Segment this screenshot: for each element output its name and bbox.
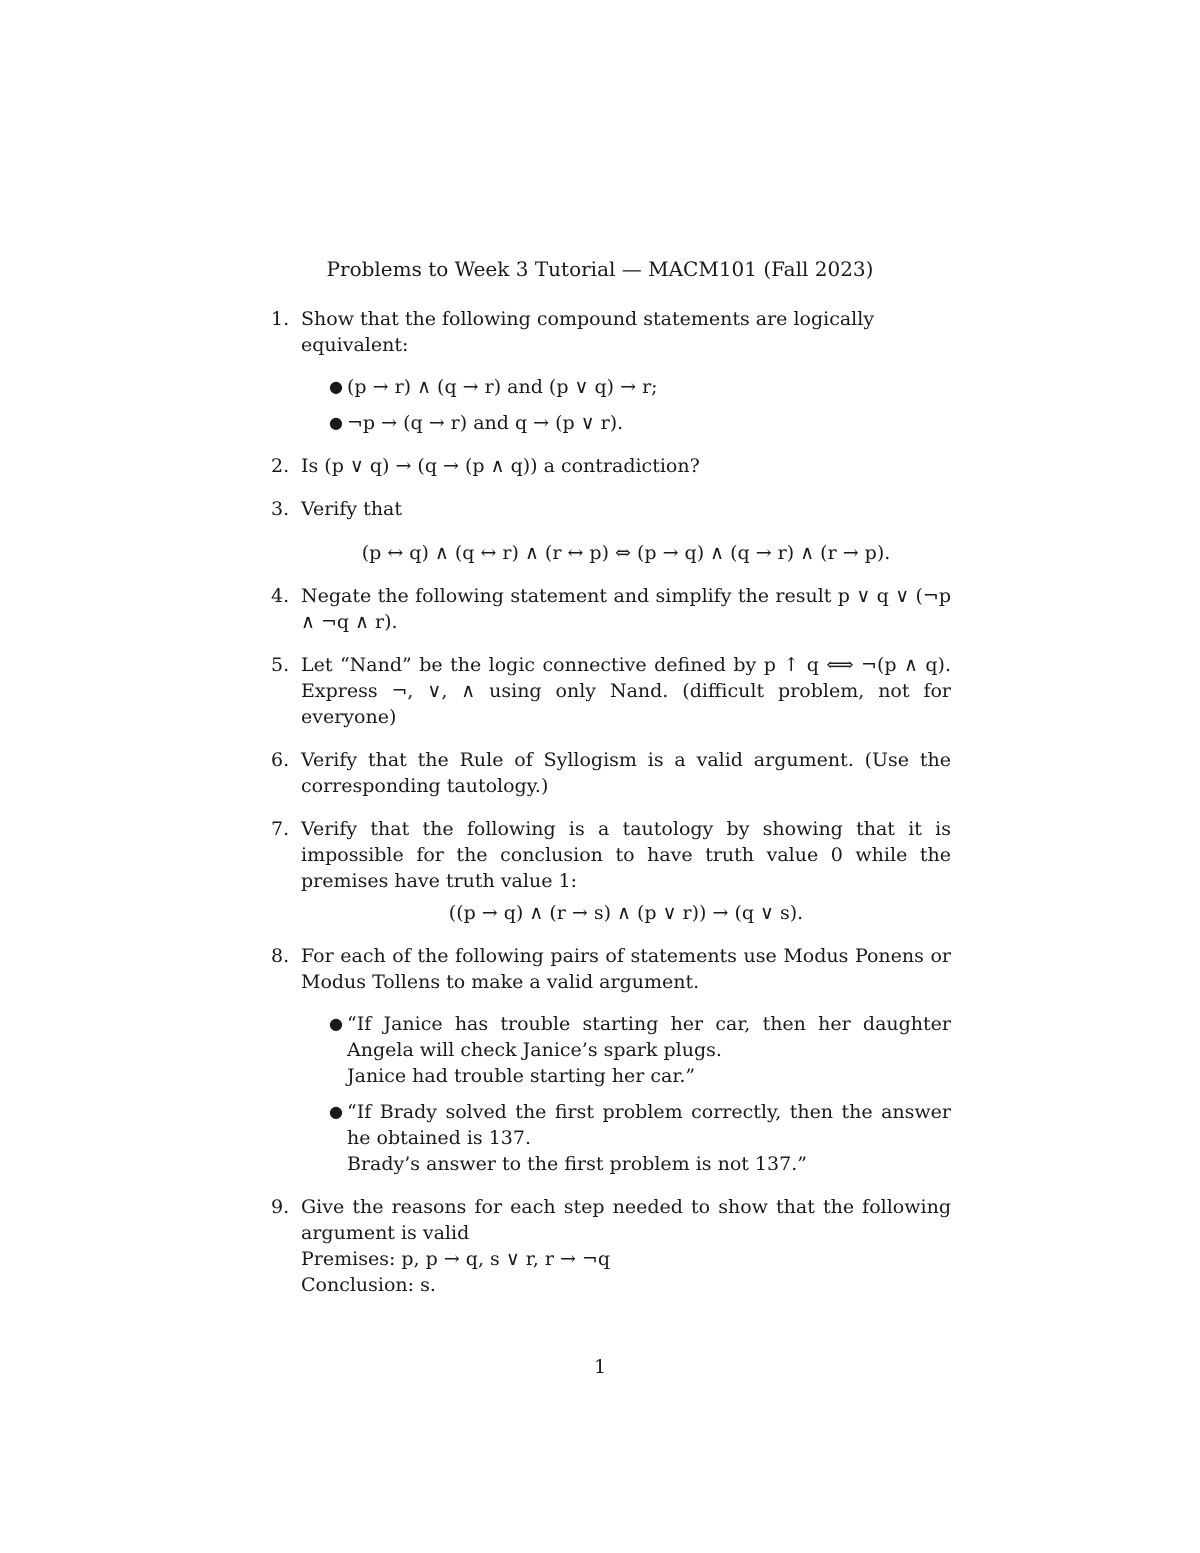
problem-3 xyxy=(271,496,951,566)
problem-7 xyxy=(271,816,951,926)
problem-text: Negate the following statement and simplify the result p ∨ q ∨ (¬p ∧ ¬q ∧ r). xyxy=(301,585,951,633)
problem-text: Is (p ∨ q) → (q → (p ∧ q)) a contradiction? xyxy=(301,455,700,477)
document-title: Problems to Week 3 Tutorial — MACM101 (Fall 2023) xyxy=(326,257,874,281)
problem-number: 3. xyxy=(271,498,290,520)
bullet-icon: ● xyxy=(329,1014,343,1033)
display-formula: ((p → q) ∧ (r → s) ∧ (p ∨ r)) → (q ∨ s). xyxy=(448,902,804,924)
problem-5 xyxy=(271,652,951,730)
list-item xyxy=(301,374,951,400)
problem-number: 8. xyxy=(271,945,290,967)
premises-line: Premises: p, p → q, s ∨ r, r → ¬q xyxy=(301,1248,611,1270)
bullet-text: ¬p → (q → r) and q → (p ∨ r). xyxy=(347,412,624,434)
problem-number: 7. xyxy=(271,818,290,840)
page-number: 1 xyxy=(593,1356,607,1378)
problem-6 xyxy=(271,747,951,799)
bullet-icon: ● xyxy=(329,377,343,396)
bullet-text-second-line: Janice had trouble starting her car.” xyxy=(347,1065,696,1087)
bullet-icon: ● xyxy=(329,1102,343,1121)
problem-list xyxy=(271,306,951,1315)
bullet-icon: ● xyxy=(329,413,343,432)
list-item xyxy=(301,1011,951,1089)
problem-text: Show that the following compound statements are logically equivalent: xyxy=(301,308,875,356)
display-formula: (p ↔ q) ∧ (q ↔ r) ∧ (r ↔ p) ⇔ (p → q) ∧ (q → r) ∧ (r → p). xyxy=(361,542,891,564)
problem-text: For each of the following pairs of statements use Modus Ponens or Modus Tollens to make a valid argument. xyxy=(301,945,951,993)
problem-text: Give the reasons for each step needed to show that the following argument is valid xyxy=(301,1196,951,1244)
bullet-list xyxy=(301,1011,951,1177)
bullet-text: “If Brady solved the first problem correctly, then the answer he obtained is 137. xyxy=(347,1101,951,1149)
problem-number: 4. xyxy=(271,585,290,607)
problem-8 xyxy=(271,943,951,1177)
problem-number: 2. xyxy=(271,455,290,477)
list-item xyxy=(301,1099,951,1177)
problem-number: 1. xyxy=(271,308,290,330)
list-item xyxy=(301,410,951,436)
problem-4 xyxy=(271,583,951,635)
bullet-text: (p → r) ∧ (q → r) and (p ∨ q) → r; xyxy=(347,376,658,398)
bullet-text: “If Janice has trouble starting her car, then her daughter Angela will check Janice’s spark plugs. xyxy=(347,1013,951,1061)
problem-number: 6. xyxy=(271,749,290,771)
problem-text: Let “Nand” be the logic connective defined by p ↑ q ⟺ ¬(p ∧ q). Express ¬, ∨, ∧ using only Nand. (difficult problem, not for everyone) xyxy=(301,654,951,728)
problem-text: Verify that the Rule of Syllogism is a valid argument. (Use the corresponding tautology.) xyxy=(301,749,951,797)
bullet-list xyxy=(301,374,951,436)
problem-2 xyxy=(271,453,951,479)
problem-1 xyxy=(271,306,951,436)
bullet-text-second-line: Brady’s answer to the first problem is not 137.” xyxy=(347,1153,807,1175)
conclusion-line: Conclusion: s. xyxy=(301,1274,436,1296)
problem-number: 5. xyxy=(271,654,290,676)
problem-text: Verify that the following is a tautology by showing that it is impossible for the conclusion to have truth value 0 while the premises have truth value 1: xyxy=(301,818,951,892)
problem-number: 9. xyxy=(271,1196,290,1218)
problem-9 xyxy=(271,1194,951,1298)
problem-text: Verify that xyxy=(301,498,403,520)
